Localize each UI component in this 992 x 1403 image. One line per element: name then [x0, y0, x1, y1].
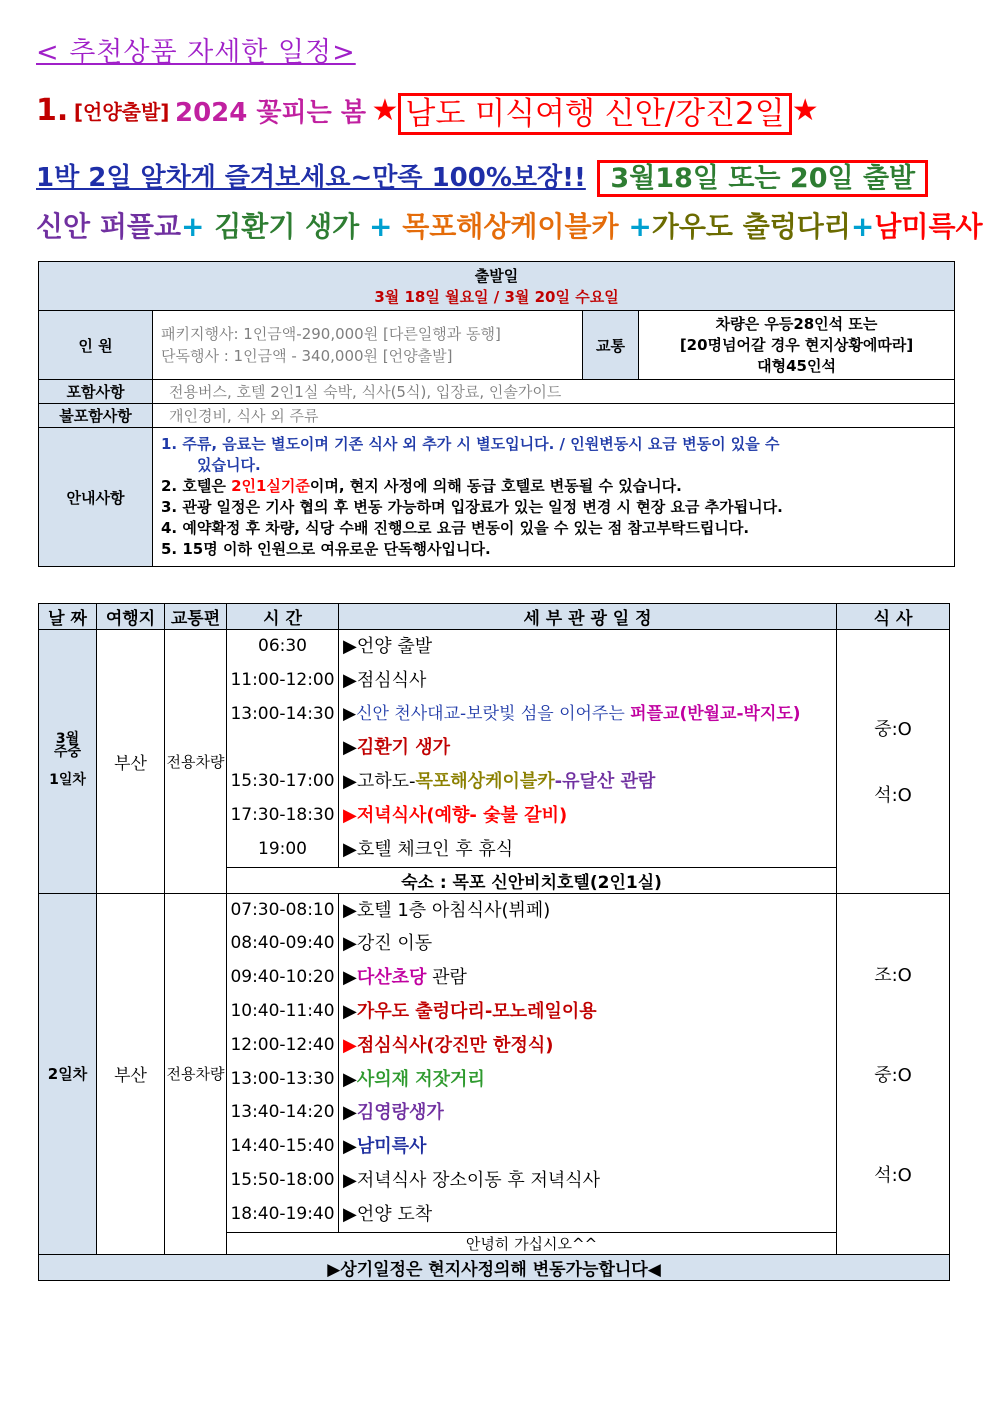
time-slot: 06:30: [258, 636, 307, 656]
header-transport: 교통편: [165, 604, 227, 630]
time-slot: 08:40-09:40: [230, 933, 335, 954]
meal-dinner: 석:O: [874, 1164, 912, 1186]
day1-times: [227, 630, 339, 868]
notice-1b: 있습니다.: [197, 456, 261, 474]
meal-lunch: 중:O: [874, 1064, 912, 1086]
activity-text: 점심식사(강진만 한정식): [356, 1034, 554, 1056]
time-slot: 14:40-15:40: [230, 1136, 335, 1157]
activity-text: 김환기 생가: [356, 737, 451, 759]
activity: ▶언양 출발: [343, 636, 433, 657]
day2-activities: [339, 893, 837, 1232]
activity: ▶강진 이동: [343, 933, 433, 955]
header-detail: 세 부 관 광 일 정: [339, 604, 837, 630]
info-table: [38, 261, 955, 567]
product-name-box: 남도 미식여행 신안/강진2일: [398, 93, 791, 135]
activity-text: 다산초당: [356, 967, 427, 989]
schedule-footer: ▶상기일정은 현지사정의해 변동가능합니다◀: [39, 1254, 950, 1280]
activity-text: 가우도 출렁다리-모노레일이용: [356, 1000, 597, 1022]
activity: [339, 698, 836, 732]
bullet: ▶: [343, 1000, 357, 1022]
price-cell: [153, 311, 583, 380]
activity-text: ▶고하도-: [343, 771, 416, 793]
activity-text: 저녁식사(예향- 숯불 갈비): [356, 804, 568, 826]
day1-activities: [339, 630, 837, 868]
activity-text: 사의재 저잣거리: [356, 1068, 485, 1090]
activity: ▶저녁식사 장소이동 후 저녁식사: [343, 1169, 601, 1191]
activity-text: 관람: [426, 967, 467, 989]
activity: [339, 1029, 836, 1063]
activity-text: 김영랑생가: [356, 1102, 444, 1124]
transport-line: 차량은 우등28인석 또는: [715, 314, 878, 333]
activity-text: 퍼플교(반월교-박지도): [630, 703, 801, 724]
activity: ▶언양 도착: [343, 1203, 433, 1225]
time-slot: 18:40-19:40: [230, 1203, 335, 1224]
day1-weekday: 주중: [53, 744, 82, 761]
activity: [339, 799, 836, 833]
bullet: ▶: [343, 1034, 357, 1056]
notice-2a: 2. 호텔은: [161, 477, 232, 495]
plus-sign: +: [850, 210, 875, 243]
activity: ▶호텔 체크인 후 휴식: [343, 838, 514, 860]
departure-dates-box: 3월18일 또는 20일 출발: [597, 160, 928, 197]
departure-tag: [언양출발]: [73, 100, 170, 124]
time-slot: 17:30-18:30: [230, 804, 335, 825]
highlight-cablecar: 목포해상케이블카: [402, 210, 619, 243]
time-slot: 07:30-08:10: [230, 899, 335, 920]
time-slot: 09:40-10:20: [230, 967, 335, 988]
activity: [339, 961, 836, 995]
schedule-table: [38, 603, 950, 1281]
header-date: 날 짜: [39, 604, 97, 630]
product-number: 1.: [36, 93, 69, 128]
highlight-purple-bridge: 신안 퍼플교: [36, 210, 181, 243]
time-slot: 11:00-12:00: [230, 669, 335, 690]
day1-label: 1일차: [49, 772, 86, 789]
time-slot: 13:00-14:30: [230, 703, 335, 724]
page-title: < 추천상품 자세한 일정>: [36, 37, 356, 68]
time-slot: 15:50-18:00: [230, 1169, 335, 1190]
day1-meals: [837, 630, 950, 894]
tagline-text: 1박 2일 알차게 즐겨보세요~만족 100%보장!!: [36, 163, 586, 193]
notice-4: 4. 예약확정 후 차량, 식당 수배 진행으로 요금 변동이 있을 수 있는 점 참고부탁드립니다.: [161, 519, 750, 537]
notice-label: 안내사항: [39, 428, 153, 567]
time-slot: 13:00-13:30: [230, 1068, 335, 1089]
transport-line: [20명넘어갈 경우 현지상황에따라]: [679, 335, 914, 354]
header-meal: 식 사: [837, 604, 950, 630]
activity-text: 남미륵사: [356, 1136, 427, 1158]
meal-breakfast: 조:O: [874, 964, 912, 986]
activity: [339, 731, 836, 765]
star-icon: ★: [791, 93, 819, 128]
time-slot: 19:00: [258, 838, 307, 859]
package-price: 패키지행사: 1인금액-290,000원 [다른일행과 동행]: [161, 325, 501, 343]
meal-lunch: 중:O: [874, 719, 912, 741]
activity: [339, 1096, 836, 1130]
activity-text: -유달산 관람: [554, 771, 656, 793]
notice-2: [161, 476, 946, 497]
notice-3: 3. 관광 일정은 기사 협의 후 변동 가능하며 입장료가 있는 일정 변경 시 현장 요금 추가됩니다.: [161, 498, 783, 516]
lodging-info: 숙소 : 목포 신안비치호텔(2인1실): [227, 867, 837, 893]
highlights-line: [36, 205, 983, 245]
time-slot: [227, 731, 338, 765]
header-time: 시 간: [227, 604, 339, 630]
transport-line: 대형45인석: [757, 356, 836, 375]
activity: ▶호텔 1층 아침식사(뷔페): [343, 899, 551, 921]
excluded-value: 개인경비, 식사 외 주류: [153, 404, 955, 428]
meal-dinner: 석:O: [874, 785, 912, 807]
activity: [339, 995, 836, 1029]
notice-cell: [153, 428, 955, 567]
time-slot: 15:30-17:00: [230, 771, 335, 792]
bullet: ▶: [343, 804, 357, 826]
transport-cell: [639, 311, 955, 380]
time-slot: 12:00-12:40: [230, 1034, 335, 1055]
product-headline: [36, 88, 966, 150]
day2-meals: [837, 893, 950, 1254]
activity: [339, 765, 836, 799]
excluded-label: 불포함사항: [39, 404, 153, 428]
bullet: ▶: [343, 703, 357, 724]
bullet: ▶: [343, 1136, 357, 1158]
time-slot: 13:40-14:20: [230, 1102, 335, 1123]
notice-2b: 2인1실기준: [231, 477, 310, 495]
day2-transport: 전용차량: [165, 893, 227, 1254]
header-place: 여행지: [97, 604, 165, 630]
bullet: ▶: [343, 1068, 357, 1090]
day2-times: [227, 893, 339, 1232]
included-value: 전용버스, 호텔 2인1실 숙박, 식사(5식), 입장료, 인솔가이드: [153, 380, 955, 404]
season-text: 2024 꽃피는 봄: [175, 98, 366, 128]
day1-transport: 전용차량: [165, 630, 227, 894]
activity-text: 목포해상케이블카: [415, 771, 555, 793]
bullet: ▶: [343, 967, 357, 989]
bullet: ▶: [343, 1102, 357, 1124]
highlight-kimhwanki: 김환기 생가: [214, 210, 360, 243]
departure-cell: [39, 262, 955, 311]
star-icon: ★: [371, 93, 399, 128]
plus-sign: +: [618, 210, 652, 243]
day2-place: 부산: [97, 893, 165, 1254]
activity: [339, 1063, 836, 1097]
day1-month: 3월: [55, 731, 80, 748]
activity-text: 신안 천사대교-보랏빛 섬을 이어주는: [356, 703, 631, 724]
notice-2c: 이며, 현지 사정에 의해 동급 호텔로 변동될 수 있습니다.: [309, 477, 682, 495]
plus-sign: +: [359, 210, 403, 243]
notice-1: 1. 주류, 음료는 별도이며 기존 식사 외 추가 시 별도입니다. / 인원변동시 요금 변동이 있을 수: [161, 435, 780, 453]
people-label: 인 원: [39, 311, 153, 380]
plus-sign: +: [181, 210, 205, 243]
activity: ▶점심식사: [343, 669, 427, 691]
activity: [339, 1130, 836, 1164]
day1-place: 부산: [97, 630, 165, 894]
departure-label: 출발일: [474, 267, 519, 285]
private-price: 단독행사 : 1인금액 - 340,000원 [언양출발]: [161, 347, 453, 365]
notice-5: 5. 15명 이하 인원으로 여유로운 단독행사입니다.: [161, 540, 491, 558]
highlight-nammireuksa: 남미륵사: [874, 210, 983, 243]
goodbye-message: 안녕히 가십시오^^: [227, 1232, 837, 1254]
day2-date: 2일차: [39, 893, 97, 1254]
departure-value: 3월 18일 월요일 / 3월 20일 수요일: [374, 288, 619, 306]
bullet: ▶: [343, 737, 357, 759]
time-slot: 10:40-11:40: [230, 1000, 335, 1021]
tagline: [36, 156, 928, 195]
highlight-gaudo: 가우도 출렁다리: [651, 210, 851, 243]
included-label: 포함사항: [39, 380, 153, 404]
day1-date: [39, 630, 97, 894]
transport-label: 교통: [583, 311, 639, 380]
